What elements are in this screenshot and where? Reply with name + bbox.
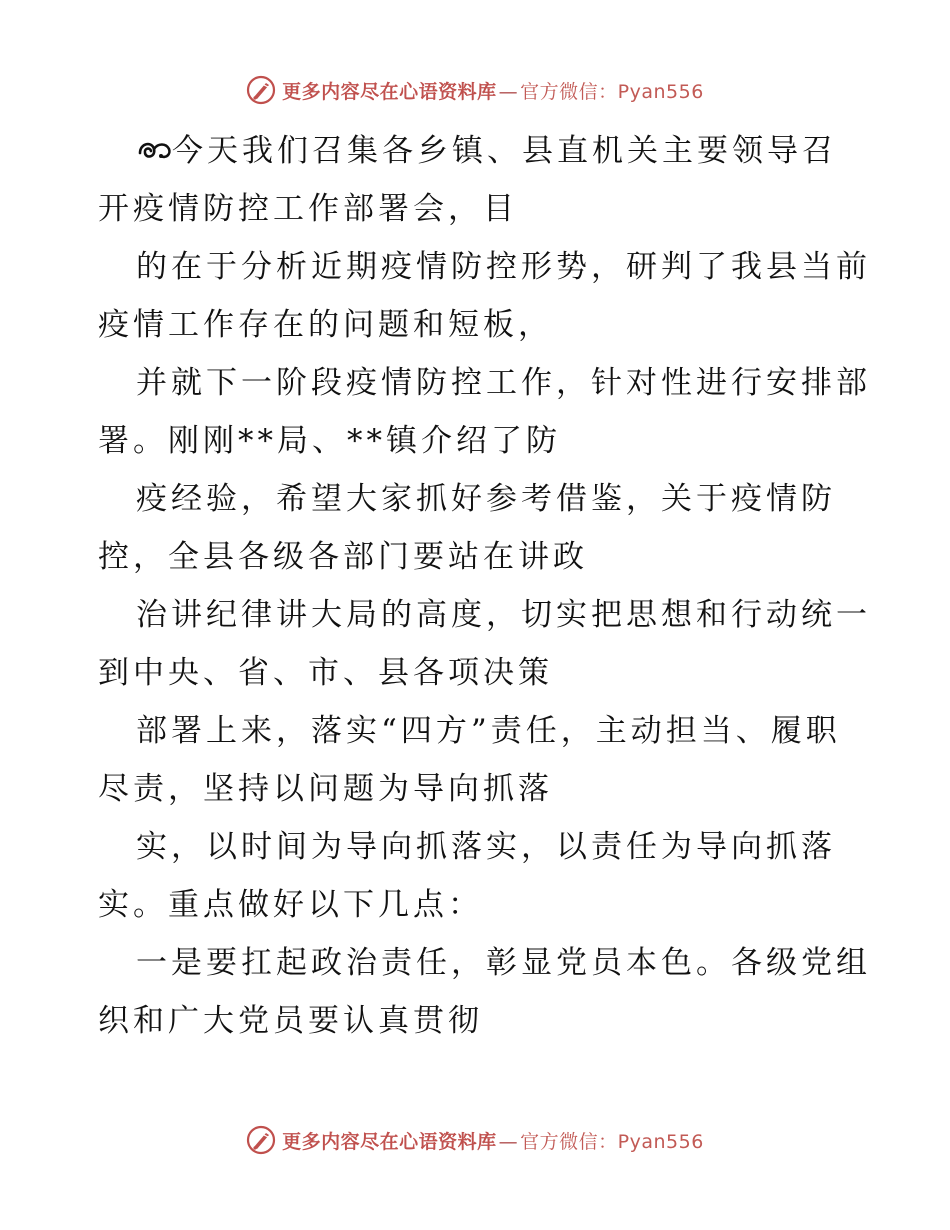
paragraph-line-7: 疫经验，希望大家抓好参考借鉴，关于疫情防	[136, 481, 836, 517]
paragraph-line-1	[98, 122, 858, 180]
paragraph-line-3: 的在于分析近期疫情防控形势，研判了我县当前	[136, 249, 871, 285]
quill-logo-icon	[246, 75, 276, 105]
paragraph-line-9: 治讲纪律讲大局的高度，切实把思想和行动统一	[136, 597, 871, 633]
paragraph-line-10: 到中央、省、市、县各项决策	[98, 655, 553, 691]
paragraph-line-14: 实。重点做好以下几点：	[98, 887, 483, 923]
watermark-separator: —	[498, 1130, 519, 1153]
watermark-contact: 官方微信：Pyan556	[520, 80, 704, 103]
paragraph-line-13: 实，以时间为导向抓落实，以责任为导向抓落	[136, 829, 836, 865]
paragraph-line-2: 开疫情防控工作部署会，目	[98, 191, 518, 227]
paragraph-line-15: 一是要扛起政治责任，彰显党员本色。各级党组	[136, 945, 871, 981]
document-body	[98, 122, 871, 1050]
watermark-text	[282, 1127, 704, 1154]
line-text: 今天我们召集各乡镇、县直机关主要领导召	[172, 133, 837, 169]
paragraph-line-6: 署。刚刚**局、**镇介绍了防	[98, 423, 561, 459]
quill-logo-icon	[246, 1125, 276, 1155]
watermark-main: 更多内容尽在心语资料库	[282, 1130, 497, 1153]
watermark-contact: 官方微信：Pyan556	[520, 1130, 704, 1153]
watermark-main: 更多内容尽在心语资料库	[282, 80, 497, 103]
watermark-separator: —	[498, 80, 519, 103]
paragraph-line-11: 部署上来，落实“四方”责任，主动担当、履职	[136, 713, 841, 749]
fleuron-bullet-icon	[136, 135, 174, 165]
footer-watermark	[0, 1122, 950, 1158]
paragraph-line-8: 控，全县各级各部门要站在讲政	[98, 539, 588, 575]
paragraph-line-4: 疫情工作存在的问题和短板，	[98, 307, 553, 343]
paragraph-line-12: 尽责，坚持以问题为导向抓落	[98, 771, 553, 807]
paragraph-line-16: 织和广大党员要认真贯彻	[98, 1003, 483, 1039]
watermark-text	[282, 77, 704, 104]
paragraph-line-5: 并就下一阶段疫情防控工作，针对性进行安排部	[136, 365, 871, 401]
header-watermark	[0, 72, 950, 108]
